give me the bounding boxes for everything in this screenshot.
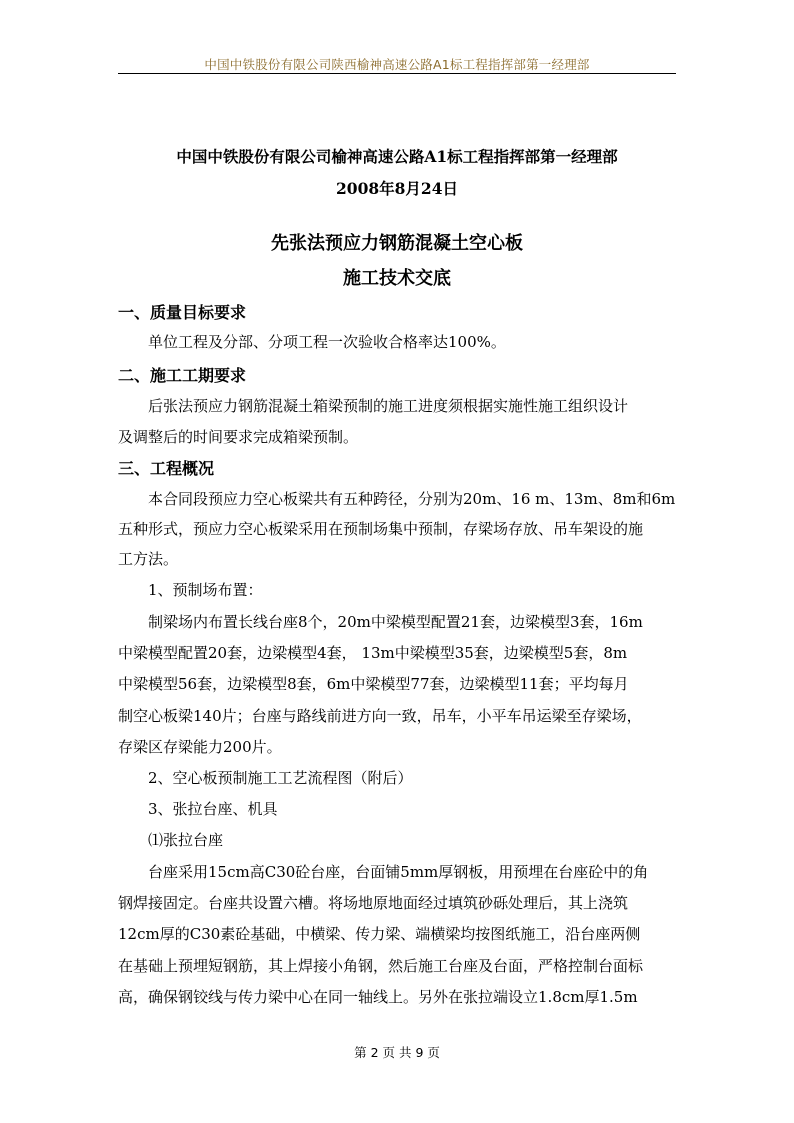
subheading-tension-pedestal: ⑴张拉台座 xyxy=(148,831,224,849)
body-line: 本合同段预应力空心板梁共有五种跨径，分别为20m、16 m、13m、8m和6m xyxy=(148,490,676,508)
body-line: 12cm厚的C30素砼基础，中横梁、传力梁、端横梁均按图纸施工，沿台座两侧 xyxy=(118,925,641,943)
subheading-tension-bed: 3、张拉台座、机具 xyxy=(148,800,278,818)
document-date: 2008年8月24日 xyxy=(336,179,458,198)
body-line: 五种形式，预应力空心板梁采用在预制场集中预制，存梁场存放、吊车架设的施 xyxy=(118,520,644,538)
body-line: 中梁模型配置20套，边梁模型4套， 13m中梁模型35套，边梁模型5套，8m xyxy=(118,644,628,662)
body-line: 中梁模型56套，边梁模型8套，6m中梁模型77套，边梁模型11套；平均每月 xyxy=(118,675,629,693)
subheading-process-flow: 2、空心板预制施工工艺流程图（附后） xyxy=(148,769,413,787)
body-line: 存梁区存梁能力200片。 xyxy=(118,738,282,756)
section-heading-quality: 一、质量目标要求 xyxy=(118,303,247,322)
body-line: 台座采用15cm高C30砼台座，台面铺5mm厚钢板，用预埋在台座砼中的角 xyxy=(148,863,649,881)
header-rule xyxy=(118,73,676,74)
running-header: 中国中铁股份有限公司陕西榆神高速公路A1标工程指挥部第一经理部 xyxy=(204,57,590,72)
organization-name: 中国中铁股份有限公司榆神高速公路A1标工程指挥部第一经理部 xyxy=(176,147,618,166)
body-line: 制空心板梁140片；台座与路线前进方向一致，吊车，小平车吊运梁至存梁场， xyxy=(118,707,642,725)
document-title: 先张法预应力钢筋混凝土空心板 xyxy=(271,233,523,254)
section-heading-schedule: 二、施工工期要求 xyxy=(118,366,247,385)
body-line: 制梁场内布置长线台座8个，20m中梁模型配置21套，边梁模型3套，16m xyxy=(148,613,643,631)
body-line: 高，确保钢铰线与传力梁中心在同一轴线上。另外在张拉端设立1.8cm厚1.5m xyxy=(118,988,638,1006)
body-line: 单位工程及分部、分项工程一次验收合格率达100%。 xyxy=(148,333,506,351)
body-line: 工方法。 xyxy=(118,550,179,568)
section-heading-overview: 三、工程概况 xyxy=(118,459,215,478)
body-line: 及调整后的时间要求完成箱梁预制。 xyxy=(118,428,359,446)
subheading-precast-yard: 1、预制场布置： xyxy=(148,581,263,599)
body-line: 在基础上预埋短钢筋，其上焊接小角钢，然后施工台座及台面，严格控制台面标 xyxy=(118,957,644,975)
body-line: 后张法预应力钢筋混凝土箱梁预制的施工进度须根据实施性施工组织设计 xyxy=(148,397,629,415)
document-subtitle: 施工技术交底 xyxy=(343,268,451,289)
body-line: 钢焊接固定。台座共设置六槽。将场地原地面经过填筑砂砾处理后，其上浇筑 xyxy=(118,894,629,912)
page-number: 第 2 页 共 9 页 xyxy=(354,1045,440,1060)
